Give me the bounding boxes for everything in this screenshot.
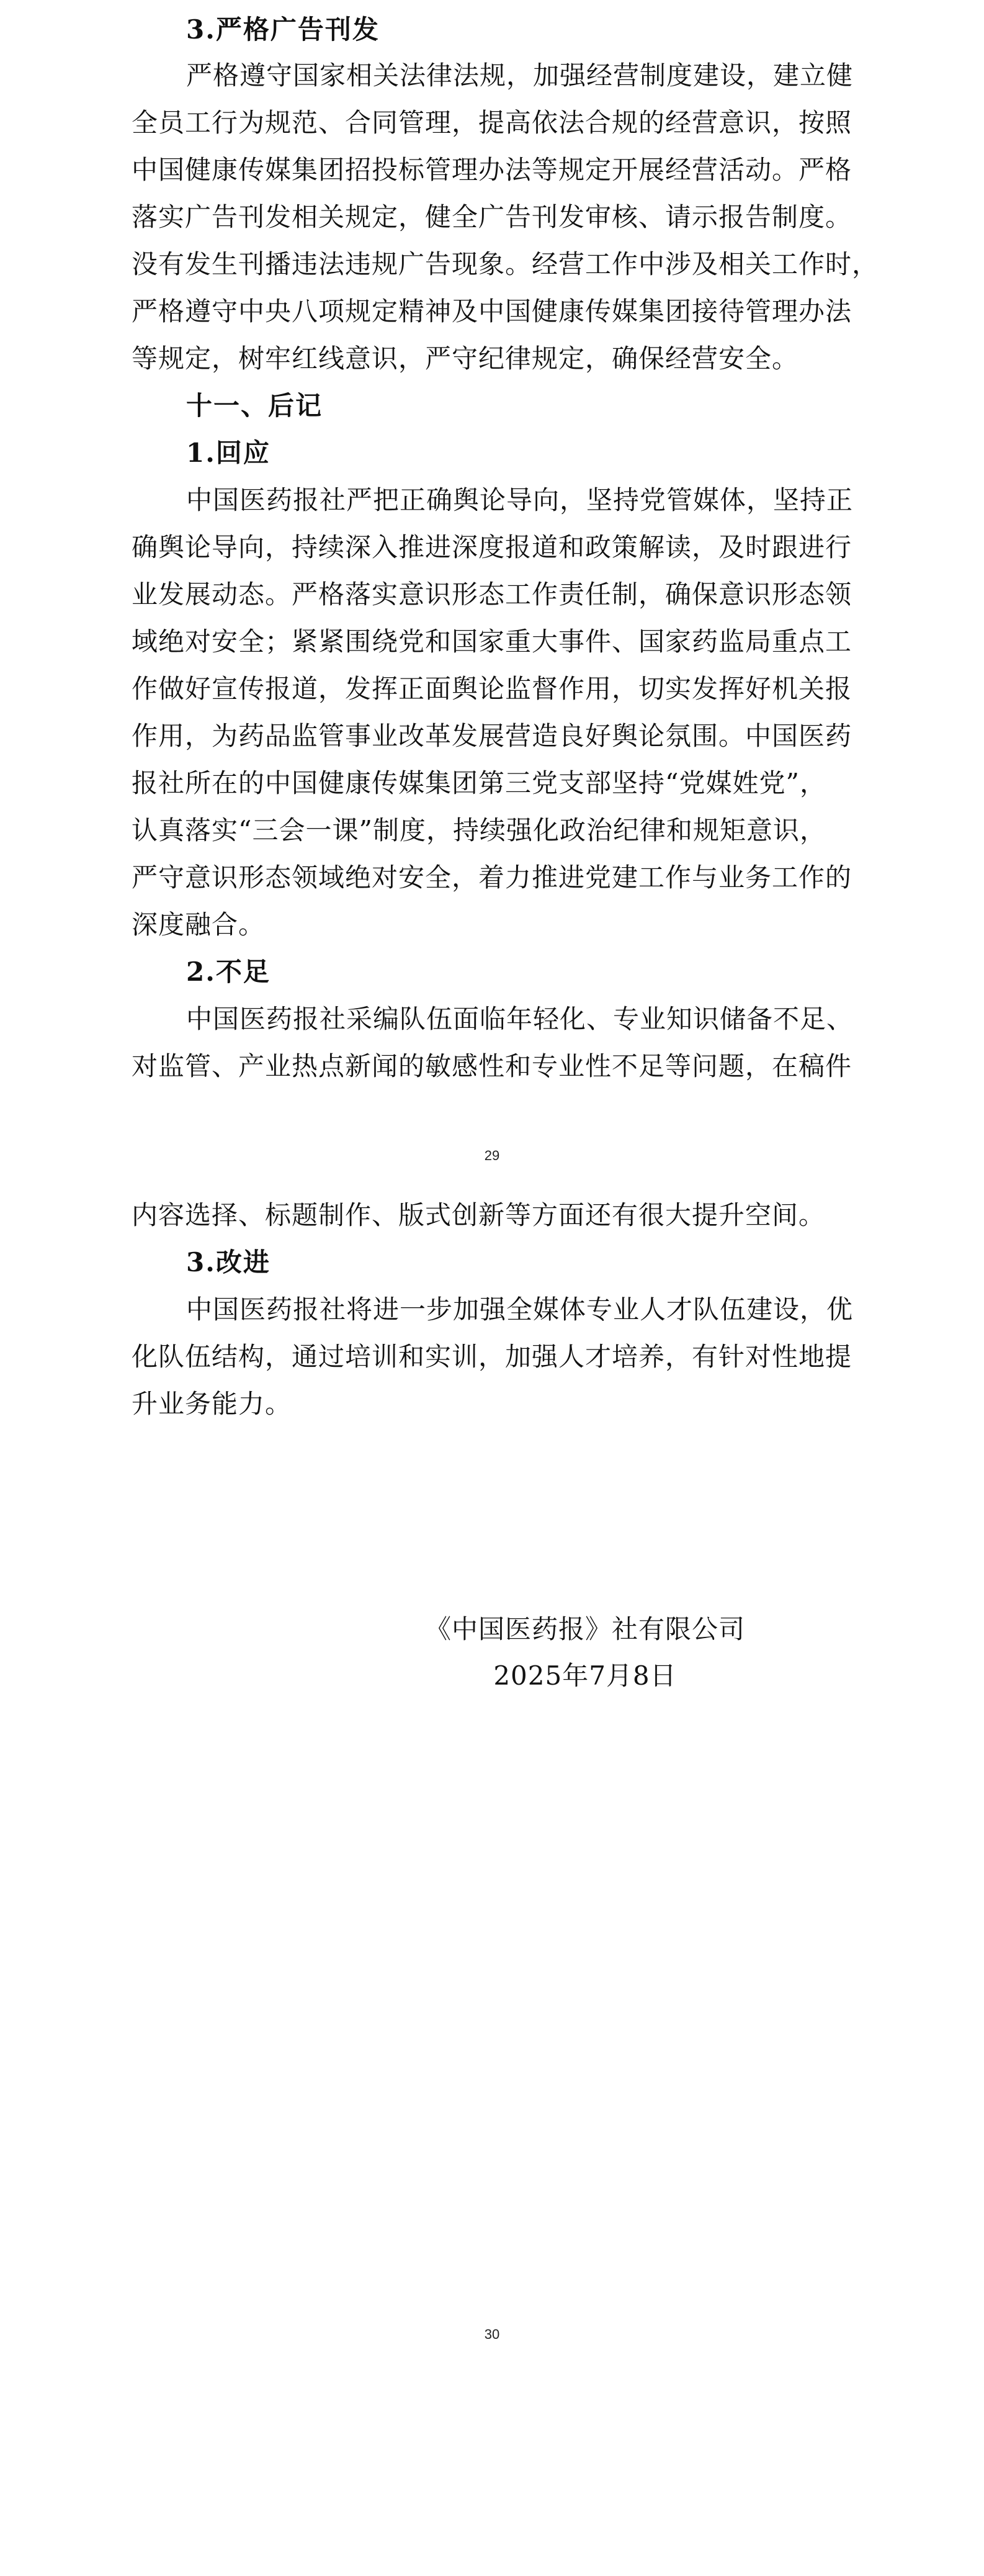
response-paragraph-line: 认真落实“三会一课”制度，持续强化政治纪律和规矩意识， (132, 815, 826, 845)
response-paragraph-line: 业发展动态。严格落实意识形态工作责任制，确保意识形态领 (132, 579, 852, 610)
response-paragraph-line: 深度融合。 (132, 909, 266, 940)
response-paragraph-line: 作做好宣传报道，发挥正面舆论监督作用，切实发挥好机关报 (132, 673, 852, 704)
subsection-heading-response: 1.回应 (186, 438, 271, 468)
ad-paragraph-line: 中国健康传媒集团招投标管理办法等规定开展经营活动。严格 (132, 155, 852, 185)
response-paragraph-line: 报社所在的中国健康传媒集团第三党支部坚持“党媒姓党”， (132, 768, 826, 798)
response-paragraph-line: 中国医药报社严把正确舆论导向，坚持党管媒体，坚持正 (186, 485, 854, 515)
page-number-29: 29 (484, 1148, 500, 1163)
response-paragraph-line: 严守意识形态领域绝对安全，着力推进党建工作与业务工作的 (132, 862, 852, 893)
section-heading-postscript: 十一、后记 (186, 390, 323, 421)
improvement-paragraph-line: 中国医药报社将进一步加强全媒体专业人才队伍建设，优 (186, 1294, 854, 1325)
page-number-30: 30 (484, 2326, 500, 2342)
signature-organization: 《中国医药报》社有限公司 (424, 1614, 745, 1644)
subsection-heading-improvement: 3.改进 (186, 1247, 271, 1277)
section-heading-ad-publishing: 3.严格广告刊发 (186, 14, 380, 45)
response-paragraph-line: 域绝对安全；紧紧围绕党和国家重大事件、国家药监局重点工 (132, 626, 852, 657)
response-paragraph-line: 确舆论导向，持续深入推进深度报道和政策解读，及时跟进行 (132, 532, 852, 562)
ad-paragraph-line: 没有发生刊播违法违规广告现象。经营工作中涉及相关工作时， (132, 249, 879, 279)
improvement-paragraph-line: 升业务能力。 (132, 1389, 292, 1419)
ad-paragraph-line: 等规定，树牢红线意识，严守纪律规定，确保经营安全。 (132, 343, 799, 374)
shortcomings-paragraph-line: 对监管、产业热点新闻的敏感性和专业性不足等问题，在稿件 (132, 1051, 852, 1081)
shortcomings-paragraph-line: 中国医药报社采编队伍面临年轻化、专业知识储备不足、 (186, 1004, 854, 1034)
shortcomings-continued-line: 内容选择、标题制作、版式创新等方面还有很大提升空间。 (132, 1200, 826, 1230)
signature-date: 2025年7月8日 (493, 1660, 677, 1691)
subsection-heading-shortcomings: 2.不足 (186, 957, 271, 987)
ad-paragraph-line: 全员工行为规范、合同管理，提高依法合规的经营意识，按照 (132, 107, 852, 138)
response-paragraph-line: 作用，为药品监管事业改革发展营造良好舆论氛围。中国医药 (132, 721, 852, 751)
ad-paragraph-line: 落实广告刊发相关规定，健全广告刊发审核、请示报告制度。 (132, 202, 852, 232)
improvement-paragraph-line: 化队伍结构，通过培训和实训，加强人才培养，有针对性地提 (132, 1341, 852, 1372)
ad-paragraph-line: 严格遵守国家相关法律法规，加强经营制度建设，建立健 (186, 60, 854, 91)
ad-paragraph-line: 严格遵守中央八项规定精神及中国健康传媒集团接待管理办法 (132, 296, 852, 327)
